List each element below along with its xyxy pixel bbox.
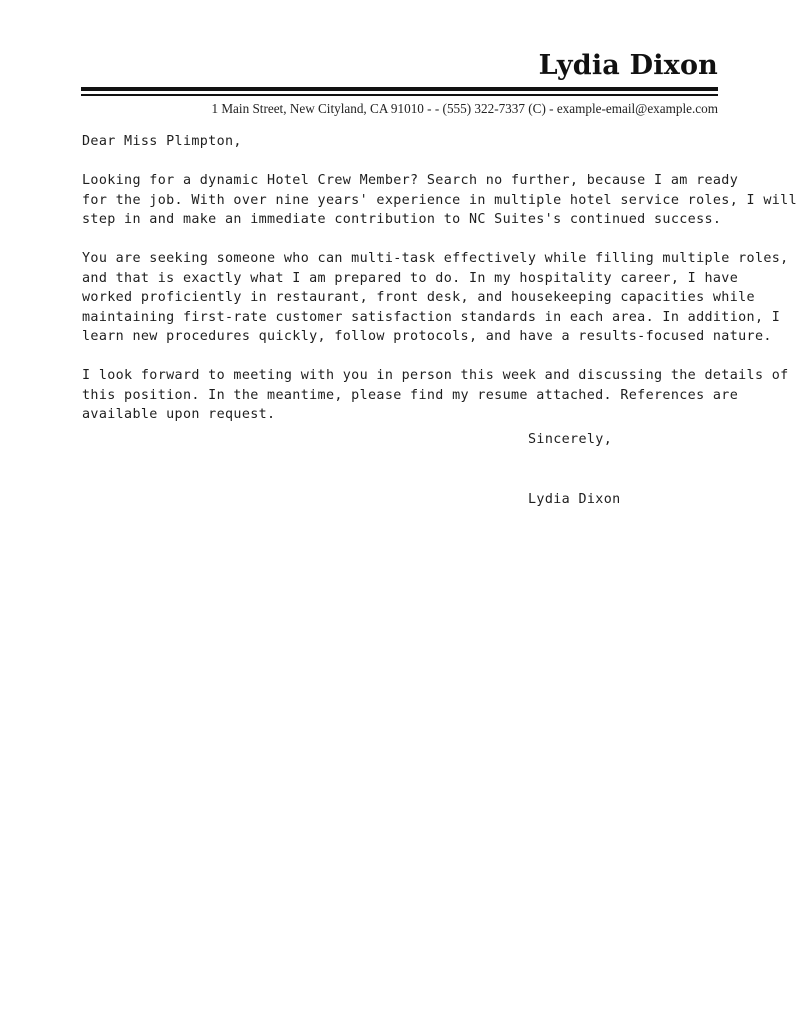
paragraph-1 bbox=[82, 171, 798, 230]
paragraph-line: this position. In the meantime, please find my resume attached. References are bbox=[82, 387, 739, 403]
signature-name: Lydia Dixon bbox=[528, 492, 621, 507]
paragraph-line: I look forward to meeting with you in person this week and discussing the details of bbox=[82, 368, 789, 383]
paragraph-line: You are seeking someone who can multi-task effectively while filling multiple roles, bbox=[82, 251, 789, 266]
paragraph-line: maintaining first-rate customer satisfaction standards in each area. In addition, I bbox=[82, 309, 781, 325]
paragraph-line: for the job. With over nine years' experience in multiple hotel service roles, I will bbox=[82, 192, 798, 208]
paragraph-line: step in and make an immediate contribution to NC Suites's continued success. bbox=[82, 212, 722, 227]
header-rule-thick bbox=[81, 87, 718, 91]
paragraph-line: learn new procedures quickly, follow protocols, and have a results-focused nature. bbox=[82, 329, 772, 344]
paragraph-3 bbox=[82, 366, 789, 425]
header-rule-thin bbox=[81, 94, 718, 96]
letter-body bbox=[82, 132, 798, 444]
paragraph-line: and that is exactly what I am prepared to do. In my hospitality career, I have bbox=[82, 270, 739, 286]
sender-name-heading: Lydia Dixon bbox=[538, 50, 718, 81]
salutation: Dear Miss Plimpton, bbox=[82, 134, 242, 149]
closing: Sincerely, bbox=[528, 432, 613, 447]
paragraph-line: available upon request. bbox=[82, 407, 276, 422]
contact-line: 1 Main Street, New Cityland, CA 91010 - - (555) 322-7337 (C) - example-email@example.com bbox=[211, 101, 718, 116]
paragraph-2 bbox=[82, 249, 789, 347]
paragraph-line: Looking for a dynamic Hotel Crew Member? Search no further, because I am ready bbox=[82, 173, 739, 188]
paragraph-line: worked proficiently in restaurant, front desk, and housekeeping capacities while bbox=[82, 290, 755, 305]
